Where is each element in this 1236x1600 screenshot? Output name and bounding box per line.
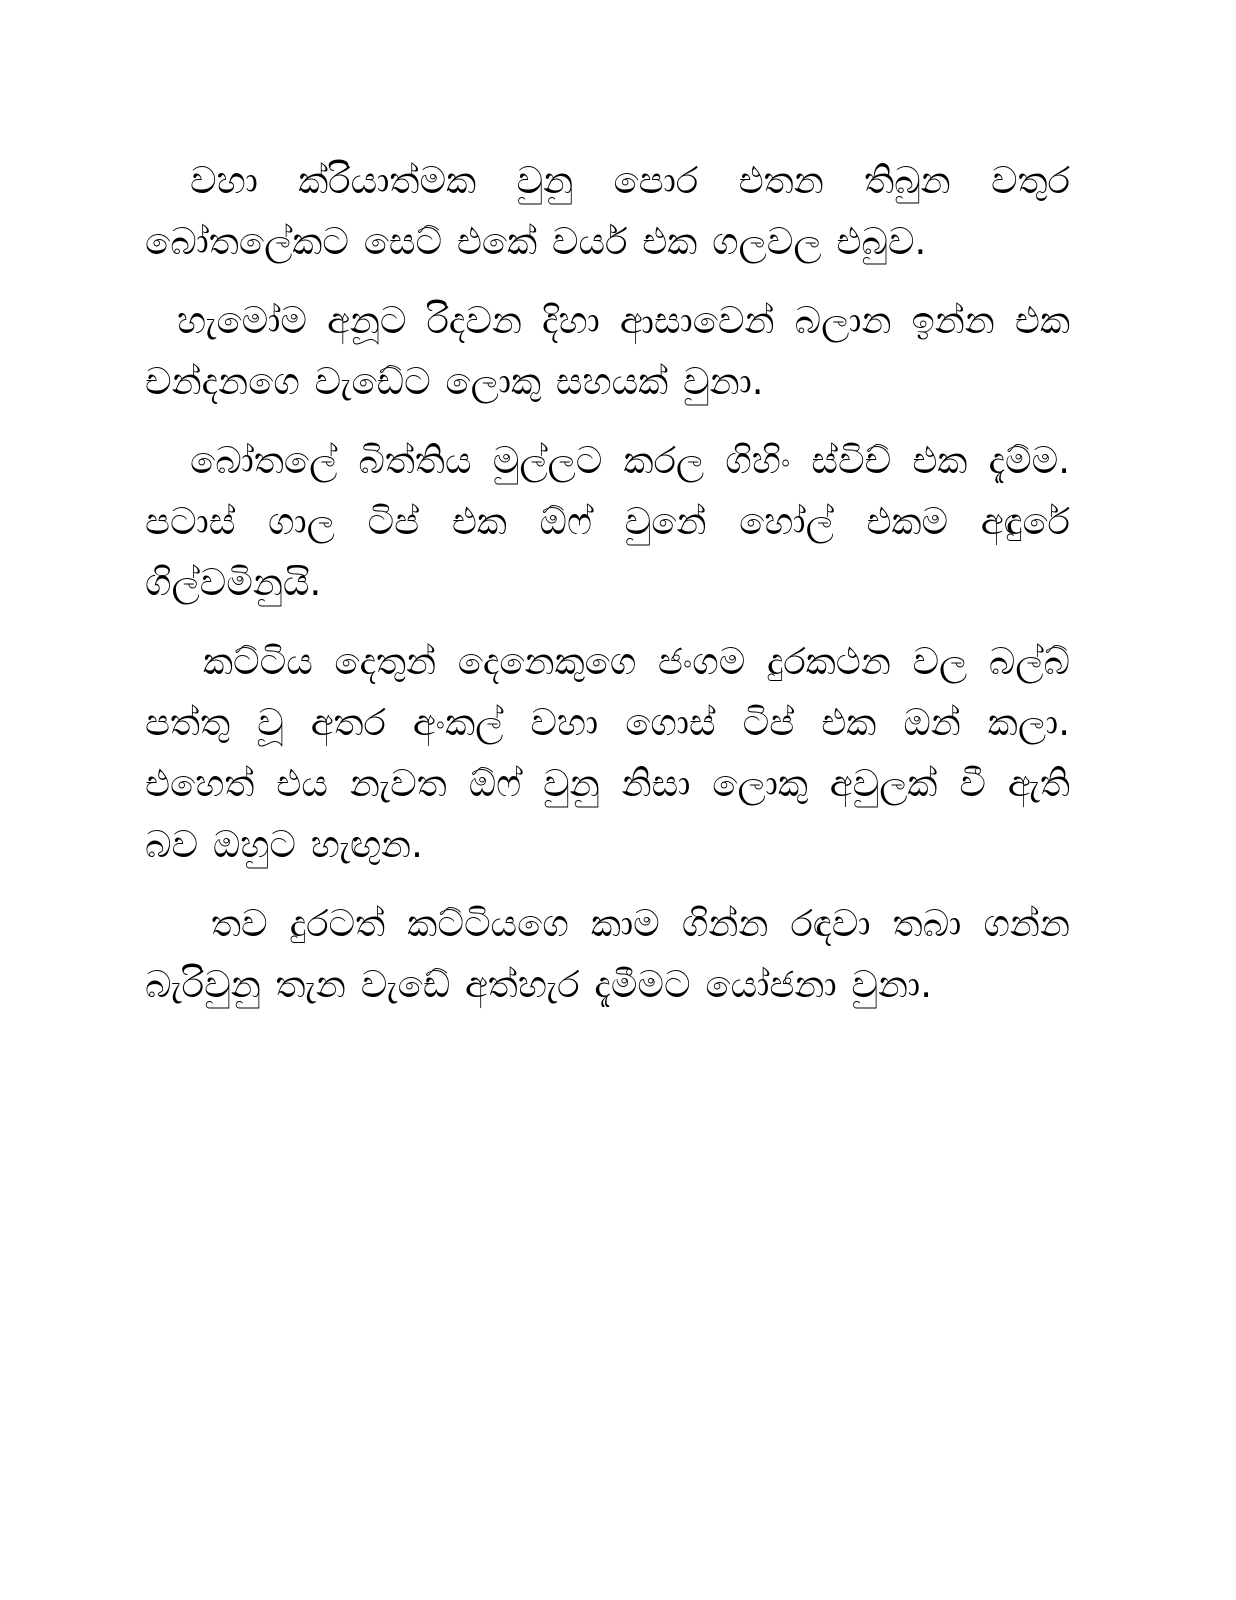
- paragraph-2: හැමෝම අනූට රිදවන දිහා ආසාවෙන් බලාන ඉන්න එක චන්දනගෙ වැඩේට ලොකු සහයක් වුනා.: [145, 299, 1070, 403]
- paragraph-3: බෝතලේ බිත්තිය මුල්ලට කරල ගිහිං ස්විච් එක දැම්ම. පටාස් ගාල ටිප් එක ඕෆ් වුනේ හෝල් එකම අඳුරේ ගිල්වමිනුයි.: [145, 439, 1070, 604]
- paragraph-4: කට්ටිය දෙතුන් දෙනෙකුගෙ ජංගම දුරකථන වල බල්බ් පත්තු වූ අතර අංකල් වහා ගොස් ටිප් එක ඔන් කලා. එහෙත් එය නැවත ඕෆ් වුනු නිසා ලොකු අවුලක් වී ඇති බව ඔහුට හැඟුන.: [145, 640, 1070, 866]
- paragraph-1: වහා ක්රියාත්මක වුනු පොර එතන තිබුන වතුර බෝතලේකට සෙට් එකේ වයර් එක ගලවල එබුව.: [145, 159, 1070, 263]
- body-text: [145, 150, 1070, 1033]
- paragraph-5: තව දුරටත් කට්ටියගෙ කාම ගින්න රඳවා තබා ගන්න බැරිවුනු තැන වැඩේ අත්හැර දැමීමට යෝජනා වුනා.: [145, 902, 1070, 1006]
